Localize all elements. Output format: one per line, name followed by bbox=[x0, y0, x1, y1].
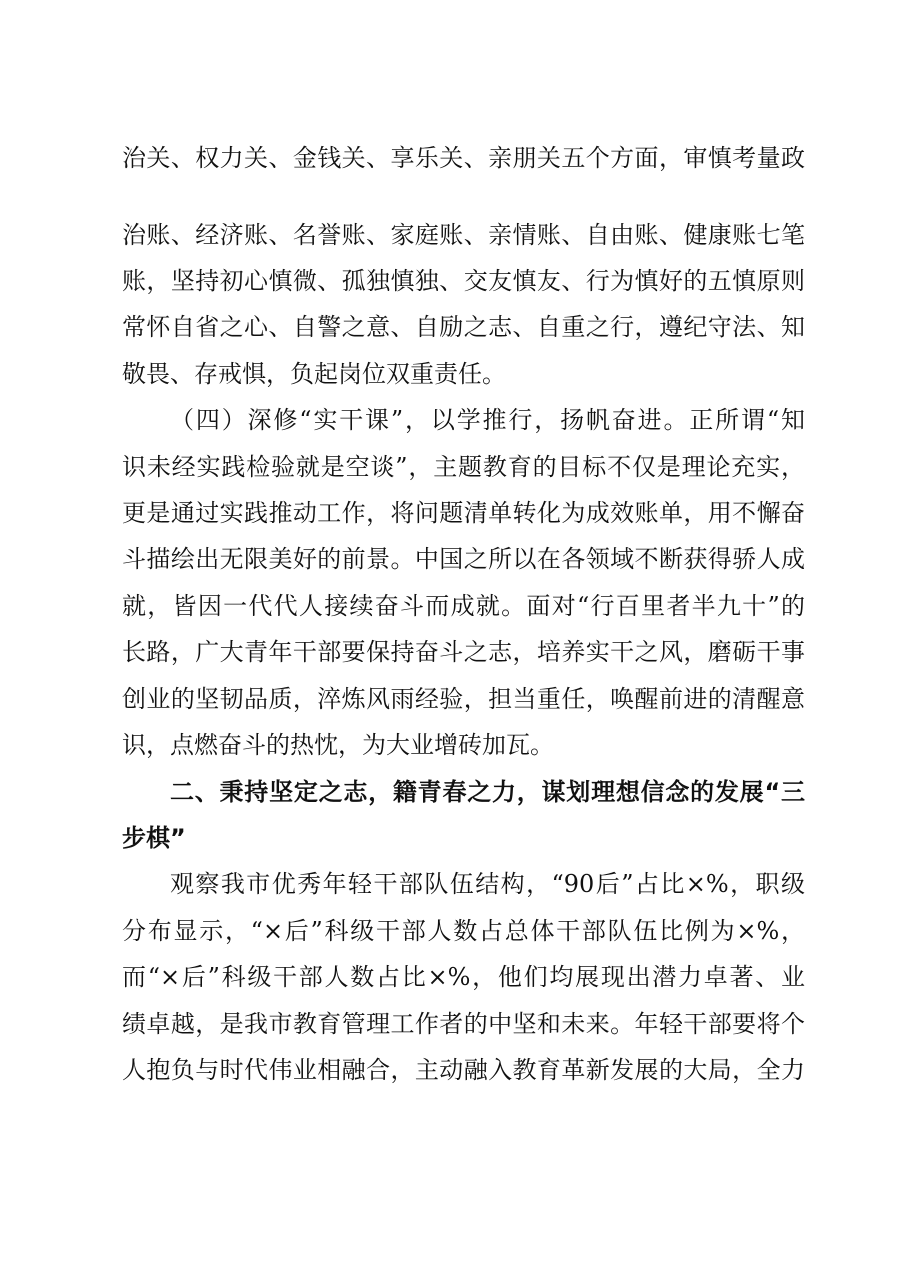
paragraph-line: 识未经实践检验就是空谈”，主题教育的目标不仅是理论充实， bbox=[122, 453, 805, 481]
subsection-heading-line: （四）深修“实干课”，以学推行，扬帆奋进。正所谓“知 bbox=[170, 406, 805, 434]
paragraph-line: 分布显示，“×后”科级干部人数占总体干部队伍比例为×%， bbox=[122, 917, 805, 945]
paragraph-line: 治关、权力关、金钱关、享乐关、亲朋关五个方面，审慎考量政 bbox=[122, 144, 805, 172]
paragraph-line: 敬畏、存戒惧，负起岗位双重责任。 bbox=[122, 360, 506, 388]
paragraph-line: 常怀自省之心、自警之意、自励之志、自重之行，遵纪守法、知 bbox=[122, 313, 805, 341]
paragraph-line: 就，皆因一代代人接续奋斗而成就。面对“行百里者半九十”的 bbox=[122, 592, 805, 620]
paragraph-line: 更是通过实践推动工作，将问题清单转化为成效账单，用不懈奋 bbox=[122, 499, 805, 527]
paragraph-line: 账，坚持初心慎微、孤独慎独、交友慎友、行为慎好的五慎原则 bbox=[122, 267, 805, 295]
section-heading-line: 步棋” bbox=[122, 824, 186, 852]
paragraph-line: 观察我市优秀年轻干部队伍结构，“90后”占比×%，职级 bbox=[170, 870, 805, 898]
section-heading-line: 二、秉持坚定之志，籍青春之力，谋划理想信念的发展“三 bbox=[170, 778, 805, 806]
paragraph-line: 绩卓越，是我市教育管理工作者的中坚和未来。年轻干部要将个 bbox=[122, 1010, 805, 1038]
paragraph-line: 识，点燃奋斗的热忱，为大业增砖加瓦。 bbox=[122, 731, 554, 759]
paragraph-line: 治账、经济账、名誉账、家庭账、亲情账、自由账、健康账七笔 bbox=[122, 221, 805, 249]
paragraph-line: 而“×后”科级干部人数占比×%，他们均展现出潜力卓著、业 bbox=[122, 963, 805, 991]
paragraph-line: 长路，广大青年干部要保持奋斗之志，培养实干之风，磨砺干事 bbox=[122, 638, 805, 666]
paragraph-line: 人抱负与时代伟业相融合，主动融入教育革新发展的大局，全力 bbox=[122, 1056, 805, 1084]
paragraph-line: 创业的坚韧品质，淬炼风雨经验，担当重任，唤醒前进的清醒意 bbox=[122, 685, 805, 713]
paragraph-line: 斗描绘出无限美好的前景。中国之所以在各领域不断获得骄人成 bbox=[122, 545, 805, 573]
